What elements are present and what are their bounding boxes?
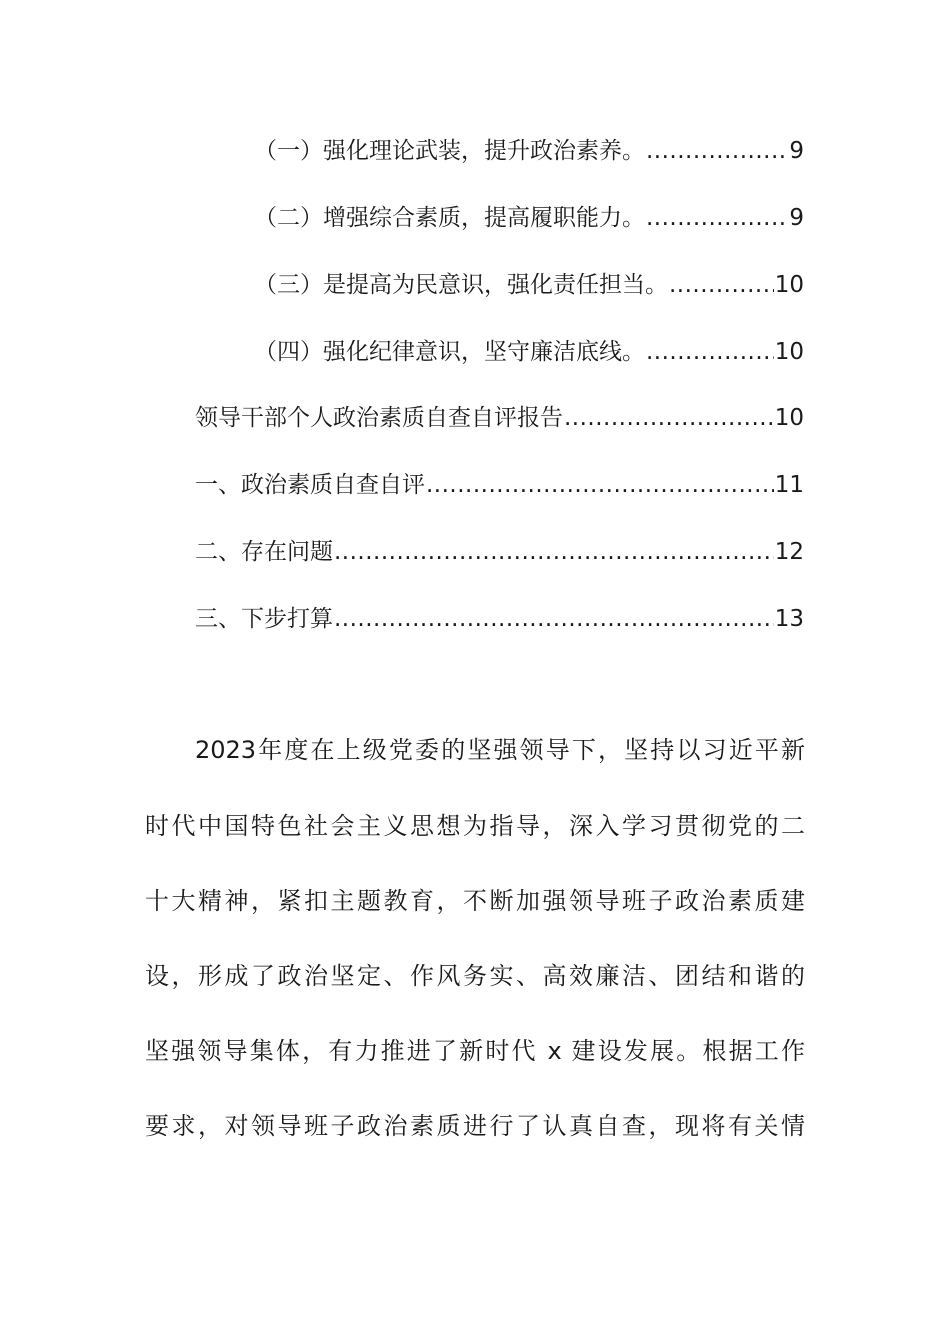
toc-dot-leader <box>334 534 774 570</box>
paragraph-line: 十大精神，紧扣主题教育，不断加强领导班子政治素质建 <box>145 887 805 915</box>
toc-entry-page: 11 <box>774 472 804 498</box>
toc-entry[interactable] <box>195 400 804 436</box>
toc-entry-title: 二、存在问题 <box>195 539 333 565</box>
toc-entry[interactable] <box>254 133 804 169</box>
paragraph-line: 设，形成了政治坚定、作风务实、高效廉洁、团结和谐的 <box>145 962 805 990</box>
toc-entry-page: 10 <box>774 339 804 365</box>
toc-entry-page: 10 <box>774 272 804 298</box>
toc-dot-leader <box>646 334 774 370</box>
toc-entry-title: （一）强化理论武装，提升政治素养。 <box>254 138 645 164</box>
toc-entry-title: 一、政治素质自查自评 <box>195 472 425 498</box>
toc-entry-page: 13 <box>774 606 804 632</box>
toc-entry-title: （三）是提高为民意识，强化责任担当。 <box>254 272 668 298</box>
toc-entry[interactable] <box>195 534 804 570</box>
paragraph-line: 2023年度在上级党委的坚强领导下，坚持以习近平新 <box>195 736 805 764</box>
toc-entry-page: 9 <box>789 138 804 164</box>
toc-dot-leader <box>646 133 788 169</box>
toc-dot-leader <box>669 267 774 303</box>
toc-entry-title: （二）增强综合素质，提高履职能力。 <box>254 205 645 231</box>
toc-entry-title: （四）强化纪律意识，坚守廉洁底线。 <box>254 339 645 365</box>
toc-entry-page: 10 <box>774 405 804 431</box>
toc-dot-leader <box>646 200 788 236</box>
toc-entry-title: 领导干部个人政治素质自查自评报告 <box>195 405 563 431</box>
paragraph-line: 时代中国特色社会主义思想为指导，深入学习贯彻党的二 <box>145 812 805 840</box>
toc-entry-title: 三、下步打算 <box>195 606 333 632</box>
paragraph-line: 坚强领导集体，有力推进了新时代 x 建设发展。根据工作 <box>145 1037 805 1065</box>
toc-entry-page: 9 <box>789 205 804 231</box>
toc-entry[interactable] <box>195 467 804 503</box>
toc-entry[interactable] <box>254 267 804 303</box>
toc-entry[interactable] <box>254 334 804 370</box>
paragraph-line: 要求，对领导班子政治素质进行了认真自查，现将有关情 <box>145 1112 805 1140</box>
toc-entry[interactable] <box>254 200 804 236</box>
toc-dot-leader <box>426 467 774 503</box>
toc-entry-page: 12 <box>774 539 804 565</box>
toc-dot-leader <box>564 400 774 436</box>
toc-dot-leader <box>334 601 774 637</box>
toc-entry[interactable] <box>195 601 804 637</box>
